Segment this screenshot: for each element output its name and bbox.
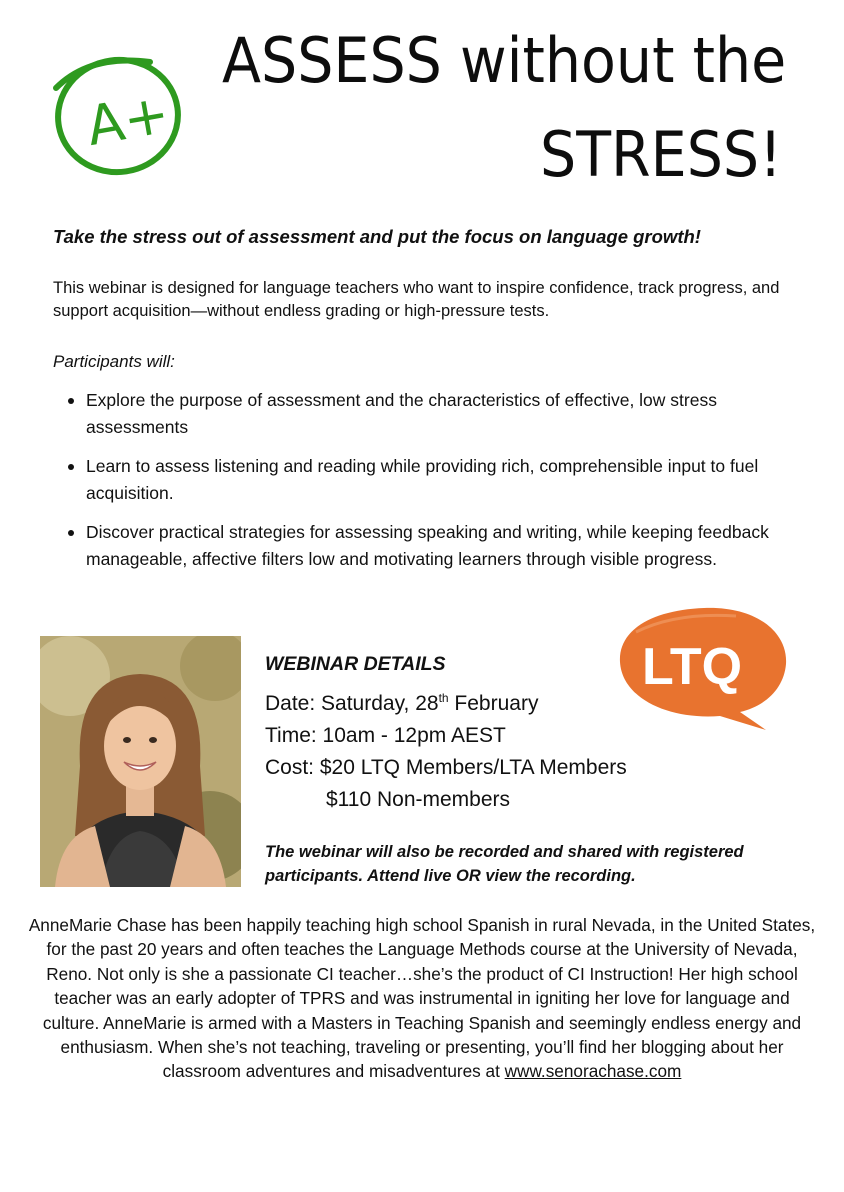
presenter-website-link[interactable]: www.senorachase.com: [504, 1061, 682, 1082]
webinar-details-heading: WEBINAR DETAILS: [265, 653, 446, 675]
date-month: February: [448, 692, 539, 715]
date-ordinal: th: [438, 691, 449, 705]
webinar-cost-members: Cost: $20 LTQ Members/LTA Members: [265, 756, 627, 779]
ltq-logo: [616, 602, 790, 734]
participants-label: Participants will:: [53, 352, 175, 371]
outcomes-list: [65, 387, 807, 585]
presenter-bio: [26, 913, 818, 1084]
recording-note: The webinar will also be recorded and shared with registered participants. Attend live OR view the recording.: [265, 843, 744, 885]
presenter-photo: [40, 636, 241, 887]
page-title-line-2: STRESS!: [540, 118, 783, 191]
ltq-logo-text: LTQ: [642, 638, 743, 696]
webinar-cost-non-members: $110 Non-members: [326, 788, 511, 811]
list-item: Discover practical strategies for assessing speaking and writing, while keeping feedback manageable, affective filters low and motivating learners through visible progress.: [65, 519, 807, 573]
grade-text: A+: [81, 81, 174, 158]
portrait-icon: [40, 636, 241, 887]
webinar-date: [265, 692, 538, 716]
page-title-line-1: ASSESS without the: [222, 24, 787, 97]
subtitle: Take the stress out of assessment and put the focus on language growth!: [53, 226, 701, 247]
date-text: Date: Saturday, 28: [265, 692, 439, 715]
list-item: Learn to assess listening and reading while providing rich, comprehensible input to fuel acquisition.: [65, 453, 807, 507]
webinar-time: Time: 10am - 12pm AEST: [265, 724, 506, 747]
list-item: Explore the purpose of assessment and the characteristics of effective, low stress assessments: [65, 387, 807, 441]
a-plus-grade-icon: [50, 48, 190, 178]
bio-text: AnneMarie Chase has been happily teaching high school Spanish in rural Nevada, in the United States, for the past 20 years and often teaches the Language Methods course at the University of Nevada, Reno. Not only is she a passionate CI teacher…she’s the product of CI Instruction! Her high school teacher was an early adopter of TPRS and was instrumental in igniting her love for language and culture. AnneMarie is armed with a Masters in Teaching Spanish and seemingly endless energy and enthusiasm. When she’s not teaching, traveling or presenting, you’ll find her blogging about her classroom adventures and misadventures at: [28, 915, 816, 1082]
intro-paragraph: This webinar is designed for language teachers who want to inspire confidence, track progress, and support acquisition—without endless grading or high-pressure tests.: [53, 279, 780, 320]
